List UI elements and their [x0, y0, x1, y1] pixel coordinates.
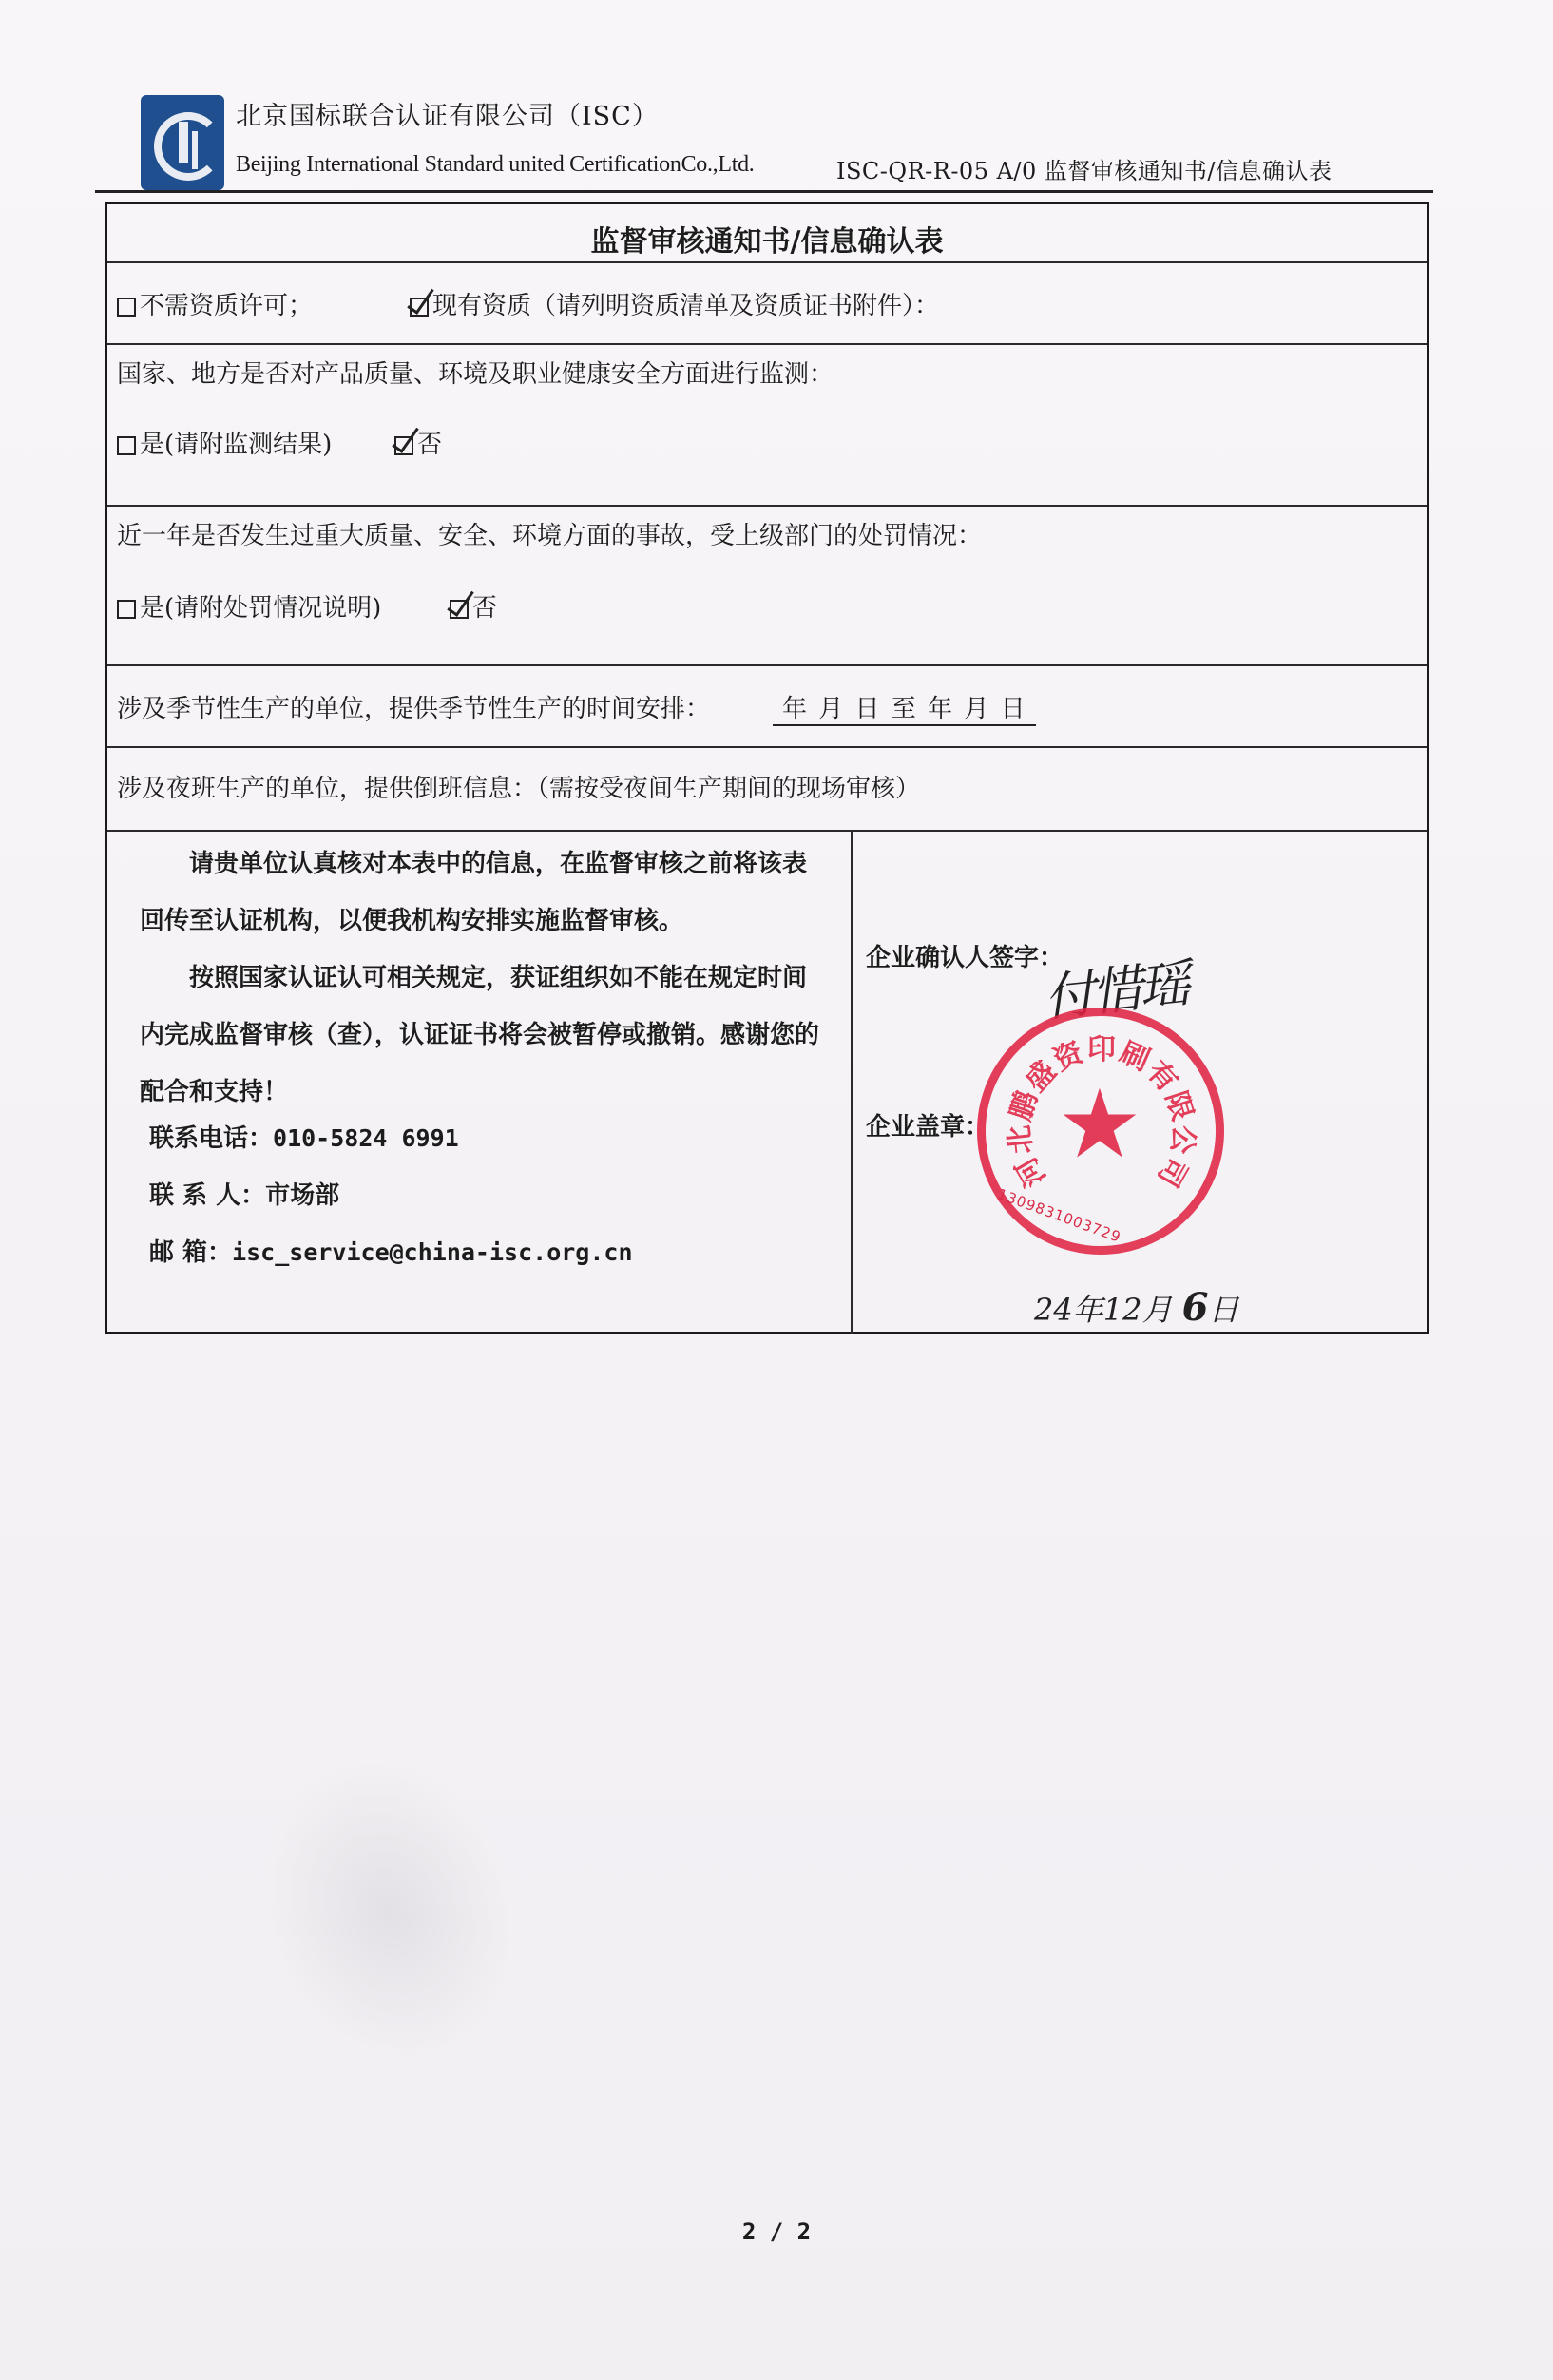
date-year: 24	[1034, 1292, 1073, 1328]
date-month: 12	[1102, 1292, 1142, 1328]
monitoring-row	[107, 345, 1427, 507]
seal-label: 企业盖章：	[866, 1113, 990, 1142]
seasonal-label: 涉及季节性生产的单位，提供季节性生产的时间安排：	[117, 695, 711, 723]
accident-yes-checkbox[interactable]	[117, 600, 136, 619]
night-shift-row	[107, 748, 1427, 832]
monitoring-yes-option[interactable]	[117, 425, 332, 460]
form-title: 监督审核通知书/信息确认表	[590, 225, 944, 259]
monitoring-question: 国家、地方是否对产品质量、环境及职业健康安全方面进行监测：	[117, 360, 834, 389]
seal-ring-char: 有	[1140, 1054, 1184, 1099]
seasonal-row	[107, 666, 1427, 748]
accident-no-option[interactable]	[450, 588, 497, 624]
page-number: 2 / 2	[741, 2218, 812, 2245]
contact-person-label: 联 系 人：	[149, 1181, 266, 1210]
contact-person	[149, 1176, 339, 1211]
company-name-cn: 北京国标联合认证有限公司（ISC）	[236, 102, 659, 131]
seal-ring-char: 限	[1159, 1086, 1199, 1125]
monitoring-yes-checkbox[interactable]	[117, 436, 136, 455]
contact-email	[149, 1233, 633, 1268]
accident-no-label: 否	[472, 594, 498, 623]
monitoring-no-label: 否	[417, 431, 443, 459]
contact-phone	[149, 1119, 459, 1154]
seal-number: 1309831003729	[995, 1185, 1124, 1246]
seal-ring-char: 公	[1164, 1123, 1201, 1156]
form-title-row	[107, 204, 1427, 263]
date-day-unit: 日	[1208, 1292, 1239, 1328]
isc-logo-icon	[141, 95, 224, 190]
seal-ring-char: 北	[1002, 1123, 1039, 1156]
accident-yes-label: 是(请附处罚情况说明)	[140, 594, 382, 623]
contact-phone-value: 010-5824 6991	[273, 1124, 459, 1152]
contact-phone-label: 联系电话：	[149, 1124, 274, 1153]
header-divider	[95, 190, 1433, 193]
contact-email-value[interactable]: isc_service@china-isc.org.cn	[232, 1238, 633, 1266]
contact-person-value: 市场部	[265, 1181, 340, 1210]
seal-ring-char: 盛	[1019, 1054, 1064, 1099]
date-day: 6	[1181, 1285, 1209, 1330]
handwritten-date	[1034, 1285, 1239, 1330]
contact-email-label: 邮 箱：	[149, 1238, 233, 1267]
qualification-has-option[interactable]	[410, 286, 939, 321]
monitoring-no-option[interactable]	[394, 425, 442, 460]
accident-no-checkbox[interactable]	[450, 600, 469, 619]
qualification-none-option[interactable]	[117, 286, 313, 321]
signer-label: 企业确认人签字：	[866, 944, 1064, 972]
qualification-has-checkbox[interactable]	[410, 298, 429, 317]
company-seal	[977, 1008, 1224, 1255]
monitoring-yes-label: 是(请附监测结果)	[140, 431, 333, 459]
seal-ring-char: 印	[1087, 1033, 1116, 1066]
accident-yes-option[interactable]	[117, 588, 381, 624]
seal-ring-char: 河	[1009, 1151, 1053, 1193]
company-name-en: Beijing International Standard united CertificationCo.,Ltd.	[236, 152, 755, 177]
seal-ring-char: 资	[1048, 1035, 1089, 1078]
accident-row	[107, 507, 1427, 666]
seasonal-date-range[interactable]	[773, 689, 1036, 726]
notice-cell	[107, 832, 853, 1334]
seal-ring-char: 刷	[1114, 1035, 1155, 1078]
qualification-has-label: 现有资质（请列明资质清单及资质证书附件）：	[432, 292, 940, 320]
accident-question: 近一年是否发生过重大质量、安全、环境方面的事故，受上级部门的处罚情况：	[117, 522, 983, 550]
confirmation-form	[105, 202, 1429, 1334]
seal-ring-char: 鹏	[1004, 1086, 1045, 1125]
paper-crease	[221, 1725, 558, 2096]
date-year-unit: 年	[1072, 1292, 1103, 1328]
qualification-row	[107, 263, 1427, 345]
handwritten-signature: 付惜瑶	[1041, 953, 1190, 1028]
monitoring-no-checkbox[interactable]	[394, 436, 413, 455]
night-shift-label: 涉及夜班生产的单位，提供倒班信息：（需按受夜间生产期间的现场审核）	[117, 775, 921, 803]
seal-star-icon: ★	[1057, 1068, 1142, 1180]
seal-ring-char: 司	[1150, 1151, 1194, 1193]
qualification-none-checkbox[interactable]	[117, 298, 136, 317]
document-code: ISC-QR-R-05 A/0 监督审核通知书/信息确认表	[836, 158, 1333, 184]
seasonal-date-field[interactable]: 年 月 日 至 年 月 日	[773, 689, 1036, 726]
notice-paragraph-1: 请贵单位认真核对本表中的信息，在监督审核之前将该表回传至认证机构，以便我机构安排实施监督审核。	[140, 850, 808, 935]
notice-paragraph-2: 按照国家认证认可相关规定，获证组织如不能在规定时间内完成监督审核（查），认证证书将会被暂停或撤销。感谢您的配合和支持！	[140, 964, 820, 1106]
date-month-unit: 月	[1141, 1292, 1173, 1328]
qualification-none-label: 不需资质许可；	[140, 292, 314, 320]
